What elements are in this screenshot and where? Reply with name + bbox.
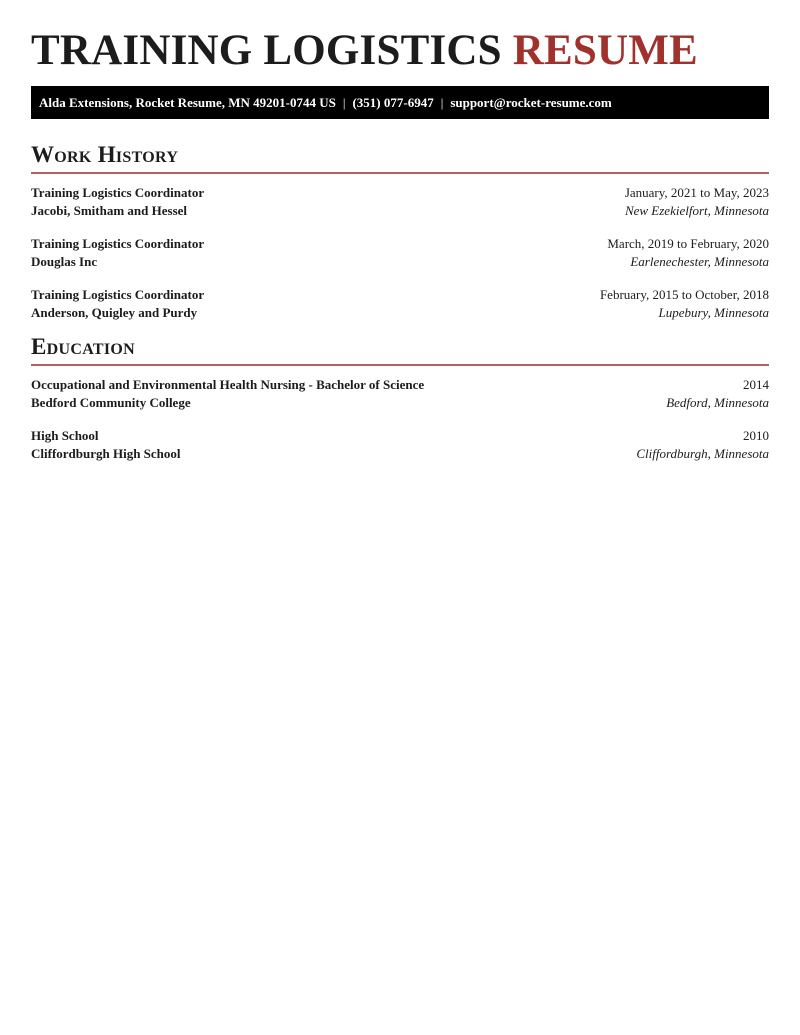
education-degree: Occupational and Environmental Health Nursing - Bachelor of Science [31, 377, 425, 392]
job-company: Anderson, Quigley and Purdy [31, 304, 198, 320]
job-dates: February, 2015 to October, 2018 [599, 287, 769, 302]
contact-email: support@rocket-resume.com [450, 95, 612, 110]
education-year: 2010 [743, 428, 769, 443]
job-position: Training Logistics Coordinator [31, 236, 205, 251]
contact-address: Alda Extensions, Rocket Resume, MN 49201-0744 US [39, 95, 336, 110]
contact-separator: | [342, 95, 346, 110]
contact-phone: (351) 077-6947 [352, 95, 434, 110]
job-location: Lupebury, Minnesota [658, 304, 769, 320]
education-heading: Education [31, 334, 135, 359]
contact-bar [31, 86, 769, 119]
education-school: Cliffordburgh High School [31, 445, 181, 461]
education-entry [31, 376, 769, 411]
work-history-heading: Work History [31, 142, 179, 167]
education-year: 2014 [743, 377, 769, 392]
job-location: Earlenechester, Minnesota [630, 253, 769, 269]
education-location: Bedford, Minnesota [666, 394, 769, 410]
education-location: Cliffordburgh, Minnesota [636, 445, 769, 461]
work-entry [31, 286, 769, 321]
job-position: Training Logistics Coordinator [31, 185, 205, 200]
job-location: New Ezekielfort, Minnesota [624, 202, 769, 218]
title-main: TRAINING LOGISTICS [31, 27, 502, 74]
job-dates: January, 2021 to May, 2023 [624, 185, 769, 200]
section-divider [31, 172, 769, 174]
contact-separator: | [440, 95, 444, 110]
resume-title [31, 0, 769, 76]
work-history-section [31, 141, 769, 321]
job-company: Jacobi, Smitham and Hessel [31, 202, 188, 218]
education-degree: High School [31, 428, 99, 443]
section-divider [31, 364, 769, 366]
work-entry [31, 235, 769, 270]
education-entry [31, 427, 769, 462]
job-position: Training Logistics Coordinator [31, 287, 205, 302]
education-section [31, 333, 769, 462]
education-school: Bedford Community College [31, 394, 191, 410]
job-dates: March, 2019 to February, 2020 [607, 236, 769, 251]
title-accent: RESUME [512, 27, 698, 74]
work-entry [31, 184, 769, 219]
job-company: Douglas Inc [31, 253, 98, 269]
